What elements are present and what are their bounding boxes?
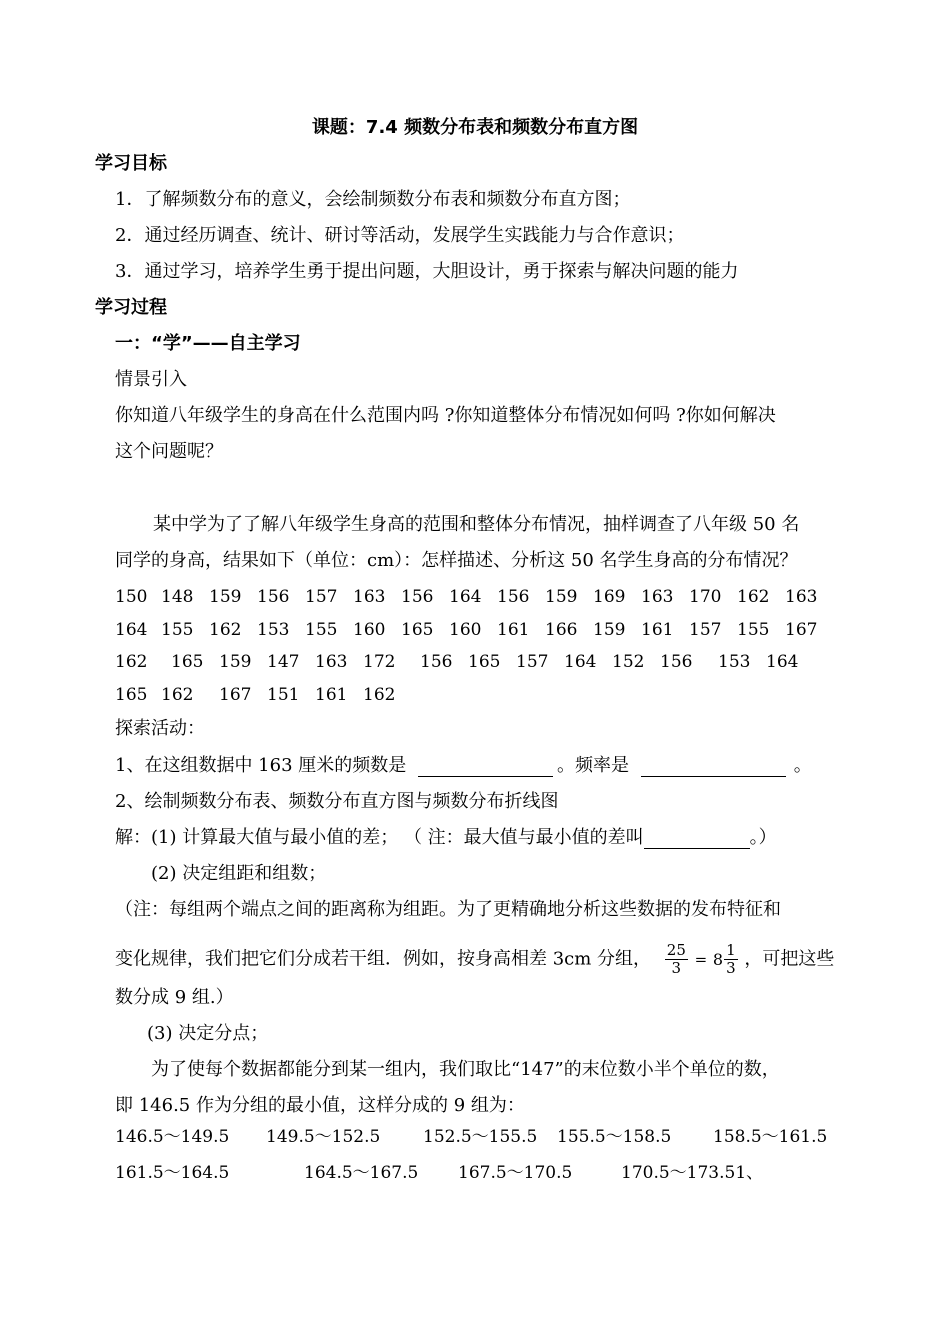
group-range: 149.5～152.5	[266, 1127, 381, 1147]
group-range: 158.5～161.5	[713, 1127, 828, 1147]
data-value: 167	[785, 620, 818, 640]
data-value: 162	[161, 685, 194, 705]
intro-question-line-2: 这个问题呢？	[115, 441, 223, 462]
relative-frequency-answer-blank[interactable]	[641, 758, 786, 777]
step-1-text-b: 。）	[749, 827, 777, 848]
data-value: 162	[115, 652, 148, 672]
data-value: 150	[115, 587, 148, 607]
problem-line-1: 某中学为了了解八年级学生身高的范围和整体分布情况，抽样调查了八年级 50 名	[153, 514, 800, 535]
problem-line-2: 同学的身高，结果如下（单位：cm）：怎样描述、分析这 50 名学生身高的分布情况？	[115, 550, 798, 571]
data-value: 159	[209, 587, 242, 607]
data-value: 163	[785, 587, 818, 607]
data-value: 162	[363, 685, 396, 705]
data-value: 167	[219, 685, 252, 705]
data-value: 165	[171, 652, 204, 672]
data-value: 159	[219, 652, 252, 672]
note-line-3: 数分成 9 组.）	[115, 987, 234, 1008]
mixed-whole: 8	[712, 949, 724, 969]
data-value: 151	[267, 685, 300, 705]
step-2: (2) 决定组距和组数；	[151, 863, 327, 884]
mixed-number	[713, 942, 739, 977]
data-value: 163	[641, 587, 674, 607]
data-value: 156	[660, 652, 693, 672]
frequency-answer-blank[interactable]	[418, 758, 553, 777]
data-value: 165	[115, 685, 148, 705]
data-value: 156	[420, 652, 453, 672]
intro-label: 情景引入	[115, 369, 187, 390]
data-value: 161	[315, 685, 348, 705]
goal-item-1: 1．了解频数分布的意义，会绘制频数分布表和频数分布直方图；	[115, 189, 631, 210]
question-1-text-a: 1、在这组数据中 163 厘米的频数是	[115, 755, 407, 776]
group-range: 155.5～158.5	[557, 1127, 672, 1147]
question-2: 2、绘制频数分布表、频数分布直方图与频数分布折线图	[115, 791, 559, 812]
data-value: 161	[641, 620, 674, 640]
data-value: 148	[161, 587, 194, 607]
data-value: 153	[257, 620, 290, 640]
goal-item-3: 3．通过学习，培养学生勇于提出问题，大胆设计，勇于探索与解决问题的能力	[115, 261, 739, 282]
data-value: 164	[115, 620, 148, 640]
data-value: 157	[689, 620, 722, 640]
question-1-text-b: 。频率是	[557, 755, 629, 776]
split-line-1: 为了使每个数据都能分到某一组内，我们取比“147”的末位数小半个单位的数，	[151, 1059, 780, 1080]
section-heading-process: 学习过程	[95, 297, 167, 318]
data-value: 170	[689, 587, 722, 607]
fraction-1-over-3	[724, 942, 738, 977]
range-term-answer-blank[interactable]	[644, 830, 750, 849]
data-value: 166	[545, 620, 578, 640]
note-line-2-text-a: 变化规律，我们把它们分成若干组．例如，按身高相差 3cm 分组，	[115, 948, 652, 970]
group-range: 164.5～167.5	[304, 1163, 419, 1183]
section-heading-goals: 学习目标	[95, 153, 167, 174]
note-line-2	[115, 942, 834, 977]
data-value: 160	[449, 620, 482, 640]
data-value: 153	[718, 652, 751, 672]
note-line-1: （注：每组两个端点之间的距离称为组距。为了更精确地分析这些数据的发布特征和	[115, 899, 781, 920]
data-value: 162	[209, 620, 242, 640]
data-value: 169	[593, 587, 626, 607]
group-range: 146.5～149.5	[115, 1127, 230, 1147]
data-value: 164	[564, 652, 597, 672]
goal-item-2: 2．通过经历调查、统计、研讨等活动，发展学生实践能力与合作意识；	[115, 225, 685, 246]
fraction-25-over-3	[665, 942, 688, 977]
data-value: 163	[353, 587, 386, 607]
data-value: 157	[516, 652, 549, 672]
data-value: 155	[305, 620, 338, 640]
data-value: 152	[612, 652, 645, 672]
data-value: 159	[545, 587, 578, 607]
data-value: 157	[305, 587, 338, 607]
equals-sign: =	[694, 950, 708, 969]
data-value: 161	[497, 620, 530, 640]
fraction-denominator: 3	[671, 959, 682, 977]
data-value: 155	[161, 620, 194, 640]
note-line-2-text-b: ，可把这些	[744, 948, 835, 970]
step-3: (3) 决定分点；	[147, 1023, 269, 1044]
data-value: 165	[468, 652, 501, 672]
data-value: 155	[737, 620, 770, 640]
step-1	[115, 827, 777, 849]
part1-heading: 一：“学”——自主学习	[115, 333, 301, 354]
split-line-2: 即 146.5 作为分组的最小值，这样分成的 9 组为：	[115, 1095, 525, 1116]
data-value: 147	[267, 652, 300, 672]
data-value: 162	[737, 587, 770, 607]
data-value: 156	[497, 587, 530, 607]
intro-question-line-1: 你知道八年级学生的身高在什么范围内吗 ?你知道整体分布情况如何吗 ?你如何解决	[115, 405, 776, 426]
question-1-text-c: 。	[793, 755, 812, 776]
data-value: 163	[315, 652, 348, 672]
fraction-numerator: 1	[726, 941, 736, 959]
data-value: 156	[401, 587, 434, 607]
question-1	[115, 755, 812, 777]
data-value: 172	[363, 652, 396, 672]
data-value: 164	[449, 587, 482, 607]
step-1-text-a: 解：(1) 计算最大值与最小值的差； （ 注：最大值与最小值的差叫	[115, 827, 644, 848]
fraction-numerator: 25	[666, 941, 686, 959]
data-value: 160	[353, 620, 386, 640]
fraction-denominator: 3	[726, 959, 736, 977]
explore-label: 探索活动：	[115, 718, 205, 739]
data-value: 165	[401, 620, 434, 640]
data-value: 164	[766, 652, 799, 672]
group-range: 170.5～173.51、	[621, 1163, 764, 1183]
group-range: 167.5～170.5	[458, 1163, 573, 1183]
group-range: 152.5～155.5	[423, 1127, 538, 1147]
page-title: 课题：7.4 频数分布表和频数分布直方图	[311, 117, 639, 138]
group-range: 161.5～164.5	[115, 1163, 230, 1183]
data-value: 159	[593, 620, 626, 640]
data-value: 156	[257, 587, 290, 607]
